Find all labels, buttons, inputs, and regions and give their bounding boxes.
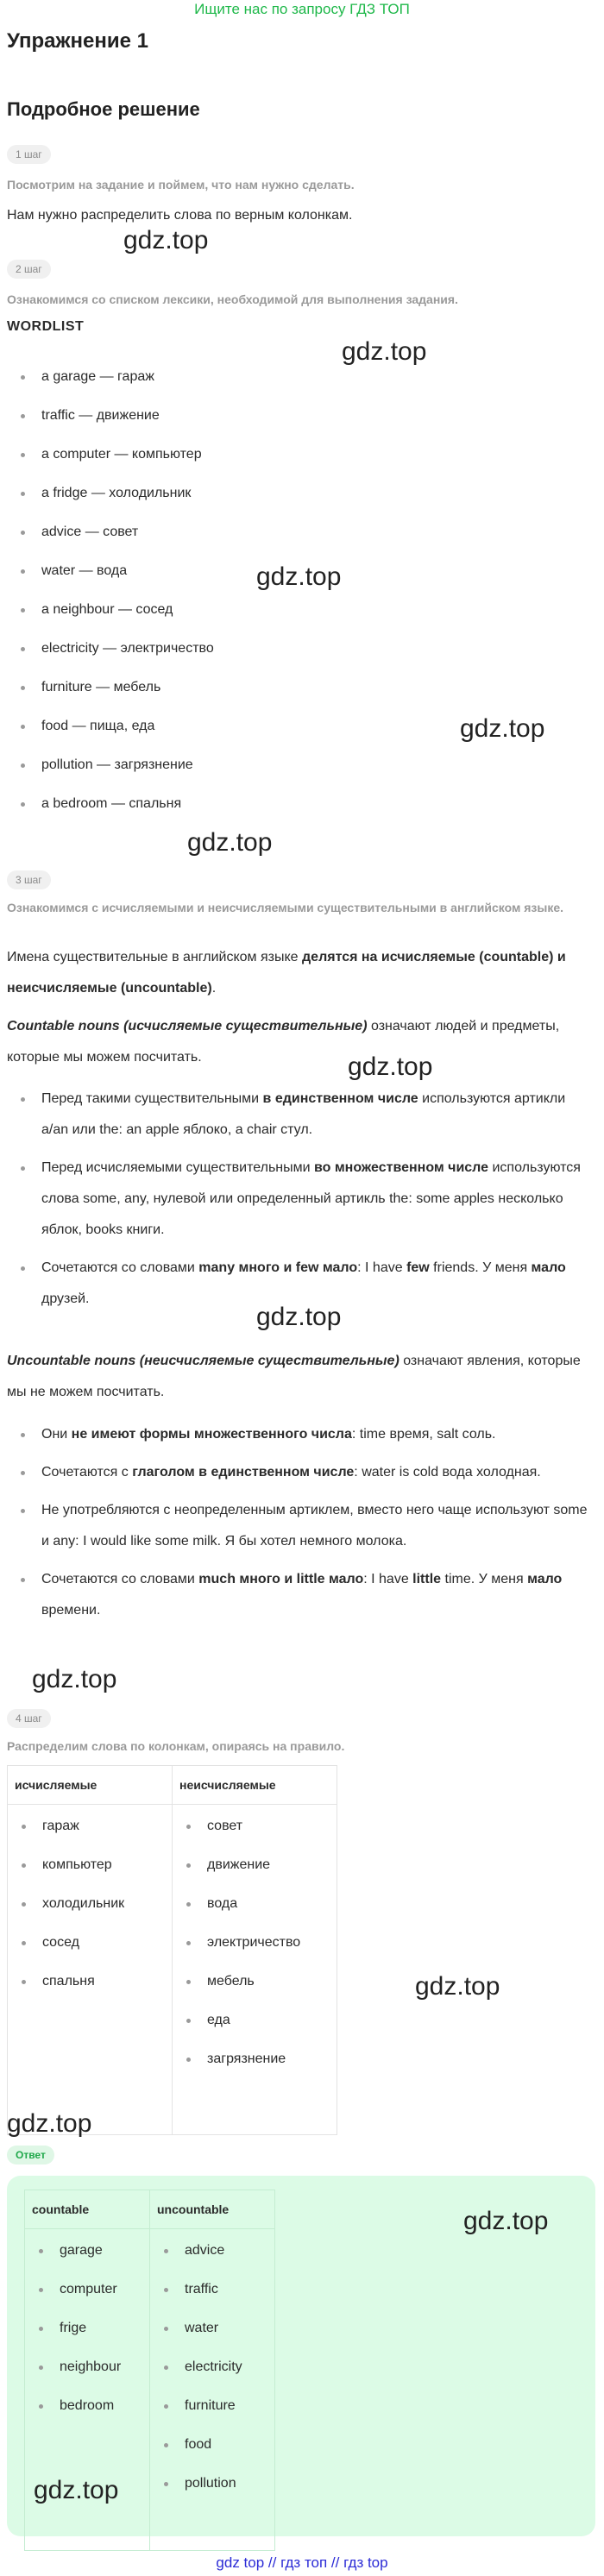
list-item: electricity (150, 2356, 274, 2395)
step-3-badge: 3 шаг (7, 870, 51, 889)
wordlist-item: pollution — загрязнение (7, 754, 594, 793)
watermark: gdz.top (123, 226, 209, 254)
rule-item (7, 1419, 594, 1450)
list-item: frige (25, 2317, 149, 2356)
step-2-hint: Ознакомимся со списком лексики, необходимой для выполнения задания. (7, 292, 458, 306)
rule-text: Не употребляются с неопределенным артиклем, вместо него чаще используют some и any: I would like some milk. Я бы хотел немного молока. (41, 1503, 588, 1549)
list-item: гараж (8, 1815, 172, 1854)
step-2-badge: 2 шаг (7, 260, 51, 279)
watermark: gdz.top (415, 1972, 500, 2001)
list-item: advice (150, 2240, 274, 2278)
rule-text: Сочетаются со словами (41, 1260, 199, 1275)
list-item: traffic (150, 2278, 274, 2317)
table-header-countable: исчисляемые (8, 1766, 173, 1805)
rule-item (7, 1153, 594, 1246)
rule-item (7, 1084, 594, 1146)
step-1-badge: 1 шаг (7, 145, 51, 164)
rule-text: much много и little мало (198, 1572, 364, 1586)
list-item: электричество (173, 1932, 337, 1970)
countable-rules (7, 1084, 594, 1322)
step-4-badge: 4 шаг (7, 1709, 51, 1728)
list-item: pollution (150, 2472, 274, 2511)
rule-text: Сочетаются с (41, 1465, 133, 1480)
rule-text: : time время, salt соль. (351, 1427, 496, 1442)
rule-item (7, 1495, 594, 1557)
list-item: холодильник (8, 1893, 172, 1932)
rule-text: Сочетаются со словами (41, 1572, 199, 1586)
wordlist-item: a bedroom — спальня (7, 793, 594, 832)
rule-text: : I have (357, 1260, 407, 1275)
countable-def: означают людей и предметы, которые мы можем посчитать. (7, 1019, 560, 1065)
list-item: вода (173, 1893, 337, 1932)
list-item: мебель (173, 1970, 337, 2009)
step-1-text: Нам нужно распределить слова по верным колонкам. (7, 208, 353, 223)
list-item: спальня (8, 1970, 172, 2009)
rule-text: : I have (363, 1572, 413, 1586)
rule-text: мало (531, 1260, 566, 1275)
wordlist-item: a computer — компьютер (7, 443, 594, 482)
uncountable-rules (7, 1419, 594, 1633)
watermark: gdz.top (256, 562, 342, 591)
rule-text: во множественном числе (314, 1160, 489, 1175)
rule-text: time. У меня (441, 1572, 528, 1586)
uncountable-definition (7, 1346, 594, 1408)
rule-text: few (406, 1260, 430, 1275)
uncountable-term: Uncountable nouns (неисчисляемые существительные) (7, 1354, 400, 1368)
section-title: Подробное решение (7, 98, 200, 120)
list-item: сосед (8, 1932, 172, 1970)
wordlist-item: water — вода (7, 560, 594, 599)
wordlist-item: food — пища, еда (7, 715, 594, 754)
footer-links[interactable]: gdz top // гдз топ // гдз top (216, 2554, 388, 2571)
rule-text: : water is cold вода холодная. (354, 1465, 541, 1480)
list-item: движение (173, 1854, 337, 1893)
list-item: bedroom (25, 2395, 149, 2434)
watermark: gdz.top (187, 828, 273, 857)
list-item: загрязнение (173, 2048, 337, 2087)
top-banner[interactable]: Ищите нас по запросу ГДЗ ТОП (194, 1, 410, 17)
wordlist-title: WORDLIST (7, 319, 85, 334)
wordlist-item: a garage — гараж (7, 366, 594, 405)
step-3-hint: Ознакомимся с исчисляемыми и неисчисляемыми существительными в английском языке. (7, 901, 563, 914)
rule-text: many много и few мало (198, 1260, 358, 1275)
wordlist (7, 366, 594, 832)
nouns-intro-c: . (211, 981, 217, 996)
rule-text: little (412, 1572, 442, 1586)
answer-header-countable: countable (25, 2190, 150, 2229)
nouns-intro-a: Имена существительные в английском языке (7, 950, 303, 964)
list-item: компьютер (8, 1854, 172, 1893)
answer-countable-column (25, 2240, 149, 2434)
wordlist-item: electricity — электричество (7, 638, 594, 676)
rule-item (7, 1564, 594, 1626)
page-title: Упражнение 1 (7, 29, 148, 53)
answer-header-uncountable: uncountable (150, 2190, 275, 2229)
watermark: gdz.top (460, 714, 545, 743)
answer-badge: Ответ (7, 2146, 54, 2164)
list-item: еда (173, 2009, 337, 2048)
rule-text: Перед такими существительными (41, 1091, 263, 1106)
step-4-hint: Распределим слова по колонкам, опираясь на правило. (7, 1739, 345, 1753)
rule-text: друзей. (41, 1291, 90, 1306)
list-item: food (150, 2434, 274, 2472)
rule-text: friends. У меня (429, 1260, 532, 1275)
rule-text: в единственном числе (262, 1091, 418, 1106)
wordlist-item: traffic — движение (7, 405, 594, 443)
nouns-intro-b: делятся на исчисляемые (countable) и неисчисляемые (uncountable) (7, 950, 566, 996)
rule-text: используются артикли a/an или the: an apple яблоко, a chair стул. (41, 1091, 566, 1137)
wordlist-item: a fridge — холодильник (7, 482, 594, 521)
answer-uncountable-column (150, 2240, 274, 2511)
step-4-table (7, 1765, 337, 2135)
rule-text: Они (41, 1427, 72, 1442)
countable-definition (7, 1011, 594, 1073)
uncountable-column (173, 1815, 337, 2087)
rule-text: Перед исчисляемыми существительными (41, 1160, 314, 1175)
watermark: gdz.top (7, 2109, 92, 2138)
rule-text: глаголом в единственном числе (132, 1465, 355, 1480)
wordlist-item: advice — совет (7, 521, 594, 560)
rule-text: не имеют формы множественного числа (71, 1427, 352, 1442)
list-item: neighbour (25, 2356, 149, 2395)
countable-term: Countable nouns (исчисляемые существительные) (7, 1019, 368, 1034)
rule-item (7, 1457, 594, 1488)
list-item: computer (25, 2278, 149, 2317)
watermark: gdz.top (34, 2476, 119, 2504)
list-item: garage (25, 2240, 149, 2278)
watermark: gdz.top (348, 1052, 433, 1081)
rule-text: мало (527, 1572, 563, 1586)
list-item: water (150, 2317, 274, 2356)
rule-text: времени. (41, 1603, 101, 1618)
watermark: gdz.top (256, 1303, 342, 1331)
watermark: gdz.top (463, 2207, 549, 2235)
watermark: gdz.top (32, 1665, 117, 1693)
uncountable-def: означают явления, которые мы не можем посчитать. (7, 1354, 581, 1399)
nouns-intro (7, 942, 594, 1004)
wordlist-item: a neighbour — сосед (7, 599, 594, 638)
list-item: furniture (150, 2395, 274, 2434)
rule-text: используются слова some, any, нулевой или определенный артикль the: some apples несколько яблок, books книги. (41, 1160, 581, 1237)
step-1-hint: Посмотрим на задание и поймем, что нам нужно сделать. (7, 178, 355, 192)
list-item: совет (173, 1815, 337, 1854)
table-header-uncountable: неисчисляемые (173, 1766, 337, 1805)
wordlist-item: furniture — мебель (7, 676, 594, 715)
countable-column (8, 1815, 172, 2009)
watermark: gdz.top (342, 337, 427, 366)
